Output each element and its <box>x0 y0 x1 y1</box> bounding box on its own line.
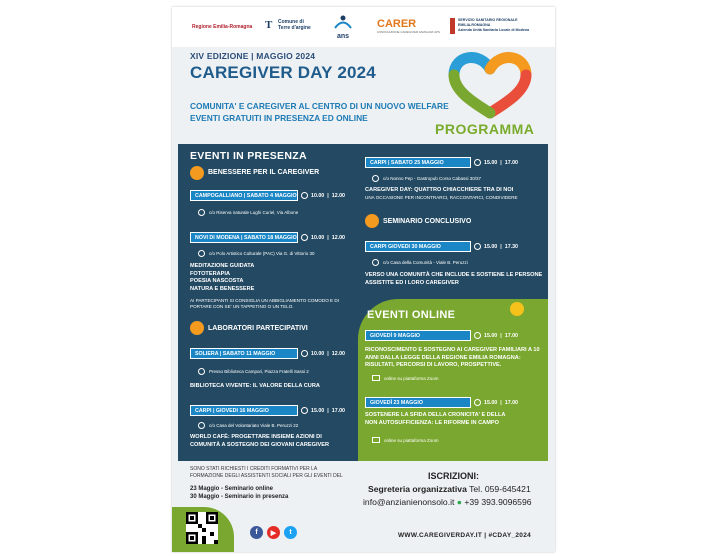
phone[interactable]: Tel. 059-645421 <box>469 484 531 494</box>
online-event-23 <box>365 397 518 408</box>
event-location-text: c/o Riserva naturale Lughi Curiel, Via Albone <box>209 210 299 215</box>
event-time <box>298 232 345 243</box>
event-soliera <box>190 348 345 359</box>
event-time-start: 15.00 <box>484 159 498 166</box>
event-title: VERSO UNA COMUNITÀ CHE INCLUDE E SOSTIENE LE PERSONE ASSISTITE ED I LORO CAREGIVER <box>365 272 543 286</box>
time-separator: | <box>500 159 502 166</box>
event-carpi-30 <box>365 241 518 252</box>
edition-label: XIV EDIZIONE | MAGGIO 2024 <box>190 51 316 61</box>
event-title: BIBLIOTECA VIVENTE: IL VALORE DELLA CURA <box>190 383 320 389</box>
twitter-icon[interactable]: t <box>284 526 297 539</box>
event-location-text: c/o Casa della Comunità - Viale B. Peruzzi <box>383 260 468 265</box>
ssr-logo-line2: EMILIA-ROMAGNA <box>458 23 491 27</box>
event-location <box>198 368 309 375</box>
carer-logo <box>377 18 440 34</box>
seminar-credit-item: 30 Maggio - Seminario in presenza <box>190 494 289 500</box>
event-location-text: c/o Polo Artistico Culturale (PAC) Via G. di Vittorio 30 <box>209 251 315 256</box>
event-title: CAREGIVER DAY: QUATTRO CHIACCHIERE TRA DI NOI <box>365 187 514 193</box>
subtitle-secondary: EVENTI GRATUITI IN PRESENZA ED ONLINE <box>190 113 368 123</box>
time-separator: | <box>327 350 329 357</box>
online-heading: EVENTI ONLINE <box>367 309 456 321</box>
event-time-start: 15.00 <box>484 332 498 339</box>
facebook-icon[interactable]: f <box>250 526 263 539</box>
terre-logo <box>278 19 311 31</box>
seminar-credit-item: 23 Maggio - Seminario online <box>190 486 274 492</box>
poster <box>172 7 555 552</box>
whatsapp-icon: ● <box>456 497 462 507</box>
activity-item: FOTOTERAPIA <box>190 270 230 277</box>
logo-strip <box>172 7 555 47</box>
event-time-start: 10.00 <box>311 192 325 199</box>
programma-heading: PROGRAMMA <box>435 121 535 137</box>
event-place: CARPI | SABATO 25 MAGGIO <box>365 157 471 168</box>
activity-item: MEDITAZIONE GUIDATA <box>190 263 255 269</box>
regione-logo: Regione Emilia-Romagna <box>192 24 253 30</box>
event-place: SOLIERA | SABATO 11 MAGGIO <box>190 348 298 359</box>
event-time-start: 15.00 <box>484 399 498 406</box>
event-time-start: 10.00 <box>311 350 325 357</box>
event-place: CARPI | GIOVEDI 16 MAGGIO <box>190 405 298 416</box>
clock-icon <box>474 243 481 250</box>
ssr-logo-line3: Azienda Unità Sanitaria Locale di Modena <box>458 28 530 32</box>
event-time-end: 17.30 <box>504 243 519 250</box>
time-separator: | <box>500 332 502 339</box>
event-time-end: 12.00 <box>331 192 346 199</box>
activity-item: POESIA NASCOSTA <box>190 278 244 284</box>
event-platform-text: online su piattaforma Zoom <box>384 437 439 443</box>
event-location-text: c/o Casa del Volontariato Viale B. Peruzzi 22 <box>209 423 299 428</box>
online-icon <box>510 302 524 316</box>
terre-logo-mark: T <box>265 19 273 31</box>
event-carpi-16 <box>190 405 345 416</box>
laptop-icon <box>372 375 380 381</box>
location-pin-icon <box>372 175 379 182</box>
terre-logo-line2: Terre d'argine <box>278 25 311 31</box>
event-novi <box>190 232 345 243</box>
event-time <box>471 330 518 341</box>
event-title: RICONOSCIMENTO E SOSTEGNO AI CAREGIVER FAMILIARI A 10 ANNI DALLA LEGGE DELLA REGIONE EMILIA ROMAGNA: RISULTATI, PERCORSI DI LAVORO, PROSPETTIVE. <box>365 347 540 368</box>
event-location-text: c/o Nonno Pep - Gastropub Corso Cabassi 30/37 <box>383 176 482 181</box>
laboratori-heading: LABORATORI PARTECIPATIVI <box>208 325 308 332</box>
time-separator: | <box>327 407 329 414</box>
heart-graphic <box>444 47 536 119</box>
location-pin-icon <box>198 422 205 429</box>
event-time-end: 12.00 <box>331 234 346 241</box>
location-pin-icon <box>198 250 205 257</box>
time-separator: | <box>327 192 329 199</box>
event-location <box>372 259 468 266</box>
event-subtitle: UNA OCCASIONE PER INCONTRARCI, RACCONTARCI, CONDIVIDERE <box>365 195 518 200</box>
event-platform <box>372 375 439 381</box>
event-campogalliano <box>190 190 345 201</box>
event-location <box>198 422 298 429</box>
event-carpi-25 <box>365 157 518 168</box>
crediti-note: SONO STATI RICHIESTI I CREDITI FORMATIVI PER LA FORMAZIONE DEGLI ASSISTENTI SOCIALI PER GLI EVENTI DEL <box>190 466 343 479</box>
email-link[interactable]: info@anzianienonsolo.it <box>363 497 455 507</box>
ssr-logo-line1: SERVIZIO SANITARIO REGIONALE <box>458 18 518 22</box>
event-time-end: 17.00 <box>331 407 346 414</box>
clock-icon <box>301 192 308 199</box>
activities-list <box>190 263 254 293</box>
qr-code[interactable] <box>186 512 218 544</box>
event-date: GIOVEDÌ 9 MAGGIO <box>365 330 471 341</box>
event-time-end: 17.00 <box>504 399 519 406</box>
clock-icon <box>474 332 481 339</box>
ssr-logo-mark <box>450 18 455 34</box>
location-pin-icon <box>198 368 205 375</box>
event-time-end: 17.00 <box>504 332 519 339</box>
clock-icon <box>301 234 308 241</box>
location-pin-icon <box>198 209 205 216</box>
event-title: SOSTENERE LA SFIDA DELLA CRONICITA' E DELLA NON AUTOSUFFICIENZA: LE RIFORME IN CAMPO <box>365 412 506 426</box>
event-location <box>198 209 298 216</box>
event-time-end: 17.00 <box>504 159 519 166</box>
segreteria-label: Segreteria organizzativa <box>368 484 467 494</box>
activity-item: NATURA E BENESSERE <box>190 285 255 292</box>
terre-logo-line1: Comune di <box>278 19 304 25</box>
website-url[interactable]: WWW.CAREGIVERDAY.IT | #CDAY_2024 <box>398 532 532 539</box>
event-location <box>198 250 315 257</box>
page-title: CAREGIVER DAY 2024 <box>190 63 376 82</box>
ans-logo-text: ans <box>336 33 350 40</box>
presenza-heading: EVENTI IN PRESENZA <box>190 150 307 162</box>
event-place: NOVI DI MODENA | SABATO 18 MAGGIO <box>190 232 298 243</box>
event-time-start: 10.00 <box>311 234 325 241</box>
event-place: CARPI GIOVEDI 30 MAGGIO <box>365 241 471 252</box>
clock-icon <box>474 159 481 166</box>
event-location <box>372 175 481 182</box>
event-location-text: Presso Biblioteca Campori, Piazza Fratelli Sassi 2 <box>209 369 309 374</box>
event-time <box>471 157 518 168</box>
benessere-heading: BENESSERE PER IL CAREGIVER <box>208 169 320 176</box>
event-time-start: 15.00 <box>311 407 325 414</box>
seminar-credit-list <box>190 485 288 501</box>
event-time <box>298 348 345 359</box>
event-date: GIOVEDÌ 23 MAGGIO <box>365 397 471 408</box>
youtube-icon[interactable]: ▶ <box>267 526 280 539</box>
event-time <box>298 190 345 201</box>
clock-icon <box>474 399 481 406</box>
event-title: WORLD CAFÈ: PROGETTARE INSIEME AZIONI DI COMUNITÀ A SOSTEGNO DEI GIOVANI CAREGIVER <box>190 434 330 448</box>
clock-icon <box>301 350 308 357</box>
event-time <box>471 397 518 408</box>
carer-logo-text: CARER <box>377 18 417 30</box>
benessere-note: AI PARTECIPANTI SI CONSIGLIA UN ABBIGLIAMENTO COMODO E DI PORTARE CON SE' UN TAPPETINO O UN TELO. <box>190 298 339 309</box>
location-pin-icon <box>372 259 379 266</box>
time-separator: | <box>500 399 502 406</box>
ssr-logo <box>458 18 529 33</box>
time-separator: | <box>327 234 329 241</box>
wellness-icon <box>190 166 204 180</box>
mobile-phone[interactable]: +39 393.9096596 <box>464 497 532 507</box>
online-event-9 <box>365 330 518 341</box>
contact-line <box>363 496 532 508</box>
workshop-icon <box>190 321 204 335</box>
laptop-icon <box>372 437 380 443</box>
seminar-icon <box>365 214 379 228</box>
ans-logo <box>332 15 354 40</box>
carer-logo-sub: ASSOCIAZIONE CAREGIVER FAMILIARI APS <box>377 30 441 34</box>
event-time-end: 12.00 <box>331 350 346 357</box>
event-platform-text: online su piattaforma Zoom <box>384 375 439 381</box>
event-place: CAMPOGALLIANO | SABATO 4 MAGGIO <box>190 190 298 201</box>
iscrizioni-heading: ISCRIZIONI: <box>428 471 479 481</box>
conclusivo-heading: SEMINARIO CONCLUSIVO <box>383 218 472 225</box>
clock-icon <box>301 407 308 414</box>
subtitle: COMUNITA' E CAREGIVER AL CENTRO DI UN NUOVO WELFARE <box>190 101 449 111</box>
event-platform <box>372 437 439 443</box>
event-time-start: 15.00 <box>484 243 498 250</box>
contact-line <box>368 483 531 495</box>
event-time <box>471 241 518 252</box>
event-time <box>298 405 345 416</box>
time-separator: | <box>500 243 502 250</box>
